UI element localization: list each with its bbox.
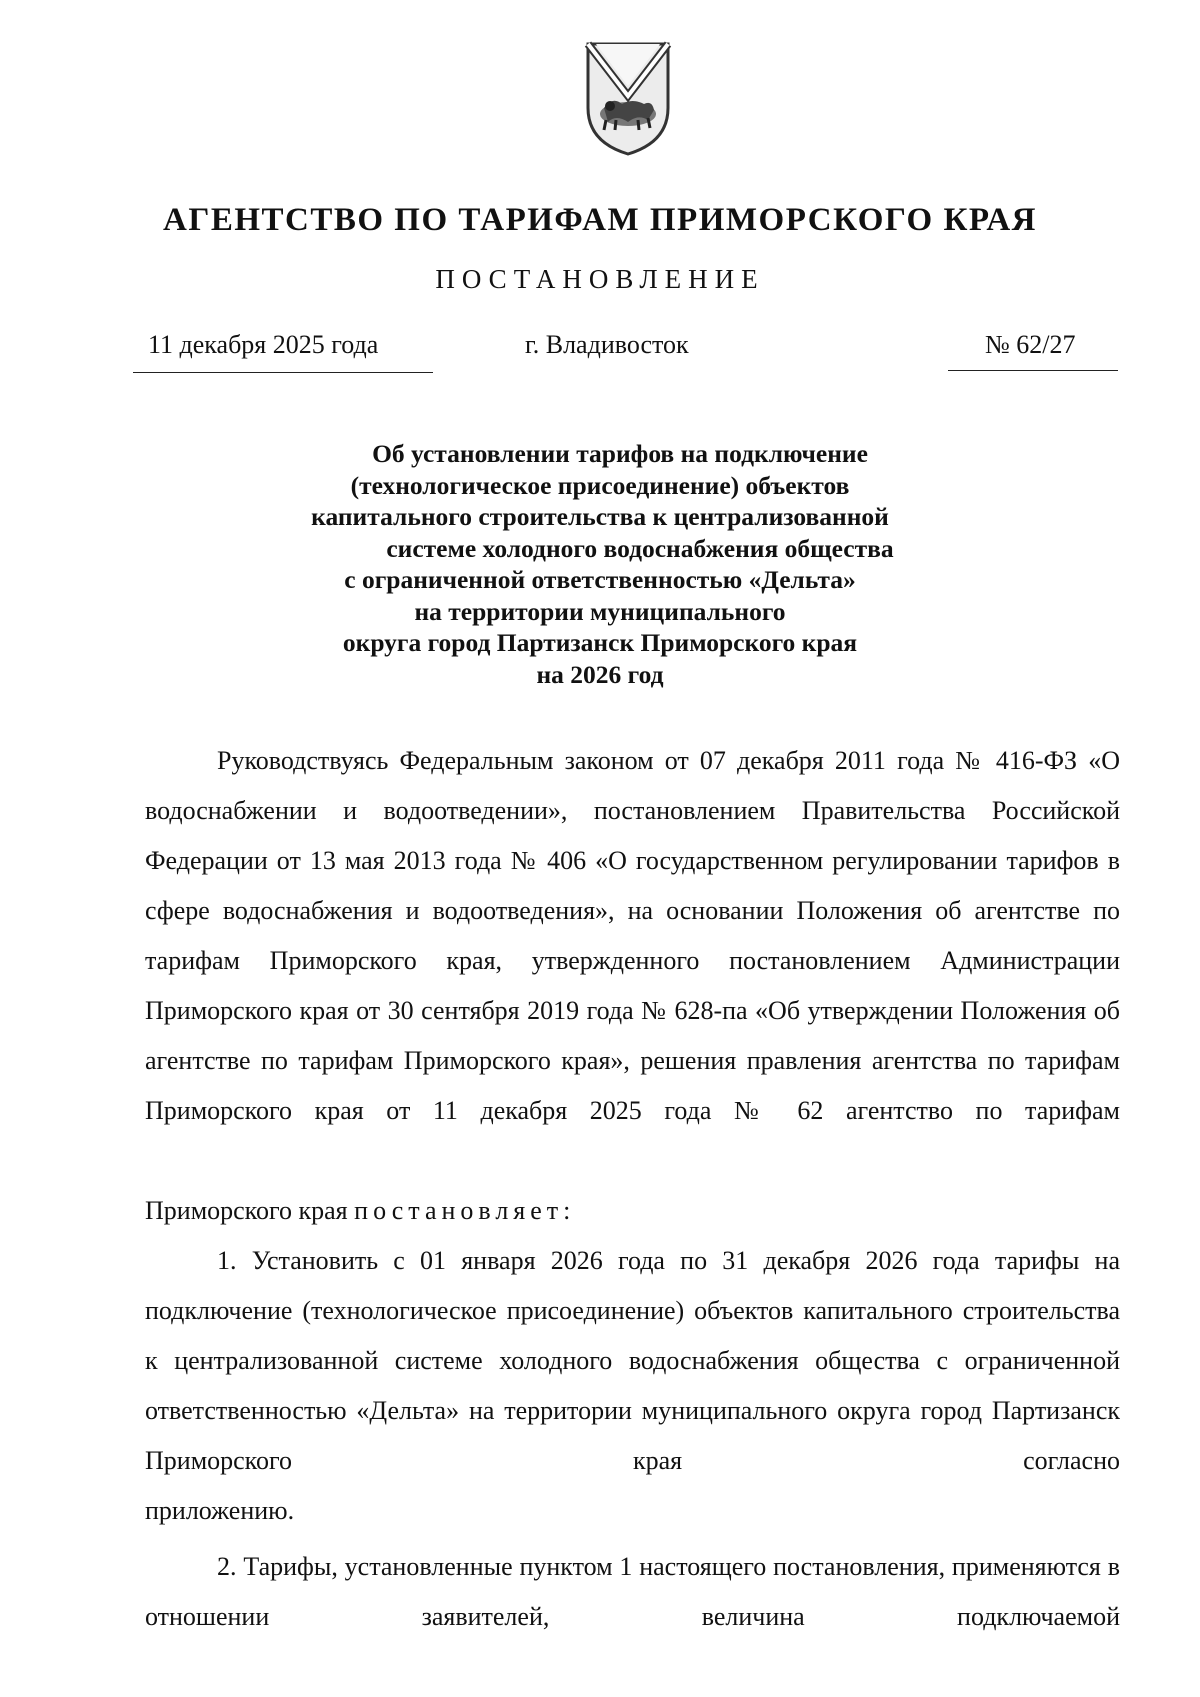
- agency-name: АГЕНТСТВО ПО ТАРИФАМ ПРИМОРСКОГО КРАЯ: [163, 202, 1037, 238]
- title-line: округа город Партизанск Приморского края: [342, 628, 858, 657]
- preamble-paragraph: Руководствуясь Федеральным законом от 07 декабря 2011 года № 416-ФЗ «О водоснабжении и водоотведении», постановлением Правительства Российской Федерации от 13 мая 2013 года № 406 «О государственном регулировании тарифов в сфере водоснабжения и водоотведения», на основании Положения об агентстве по тарифам Приморского края, утвержденного постановлением Администрации Приморского края от 30 сентября 2019 года № 628-па «Об утверждении Положения об агентстве по тарифам Приморского края», решения правления агентства по тарифам Приморского края от 11 декабря 2025 года № 62 агентство по тарифам: [145, 746, 1120, 1125]
- title-line: (технологическое присоединение) объектов: [350, 470, 850, 500]
- document-number: № 62/27: [985, 330, 1076, 359]
- title-line: капитального строительства к централизованной: [311, 502, 889, 531]
- preamble-end: Приморского края: [145, 1196, 348, 1225]
- paragraph-2: 2. Тарифы, установленные пунктом 1 настоящего постановления, применяются в отношении заявителей, величина подключаемой: [145, 1552, 1120, 1631]
- date-underline: [133, 372, 433, 373]
- title-line: на территории муниципального: [414, 596, 786, 626]
- title-line: на 2026 год: [536, 659, 664, 689]
- coat-of-arms-icon: [582, 38, 674, 158]
- document-type: ПОСТАНОВЛЕНИЕ: [435, 264, 765, 294]
- document-title: [0, 438, 1200, 690]
- title-line: с ограниченной ответственностью «Дельта»: [344, 565, 856, 594]
- resolves-word: постановляет:: [354, 1196, 576, 1225]
- title-line: системе холодного водоснабжения общества: [386, 533, 894, 563]
- preamble-closing: [145, 1186, 1120, 1236]
- paragraph-1: 1. Установить с 01 января 2026 года по 31 декабря 2026 года тарифы на подключение (технологическое присоединение) объектов капитального строительства к централизованной системе холодного водоснабжения общества с ограниченной ответственностью «Дельта» на территории муниципального округа город Партизанск Приморского края согласно: [145, 1246, 1120, 1475]
- document-city: г. Владивосток: [525, 330, 689, 359]
- title-line: Об установлении тарифов на подключение: [372, 439, 868, 468]
- number-underline: [948, 370, 1118, 371]
- document-date: 11 декабря 2025 года: [148, 330, 379, 359]
- paragraph-1-end: приложению.: [145, 1496, 295, 1525]
